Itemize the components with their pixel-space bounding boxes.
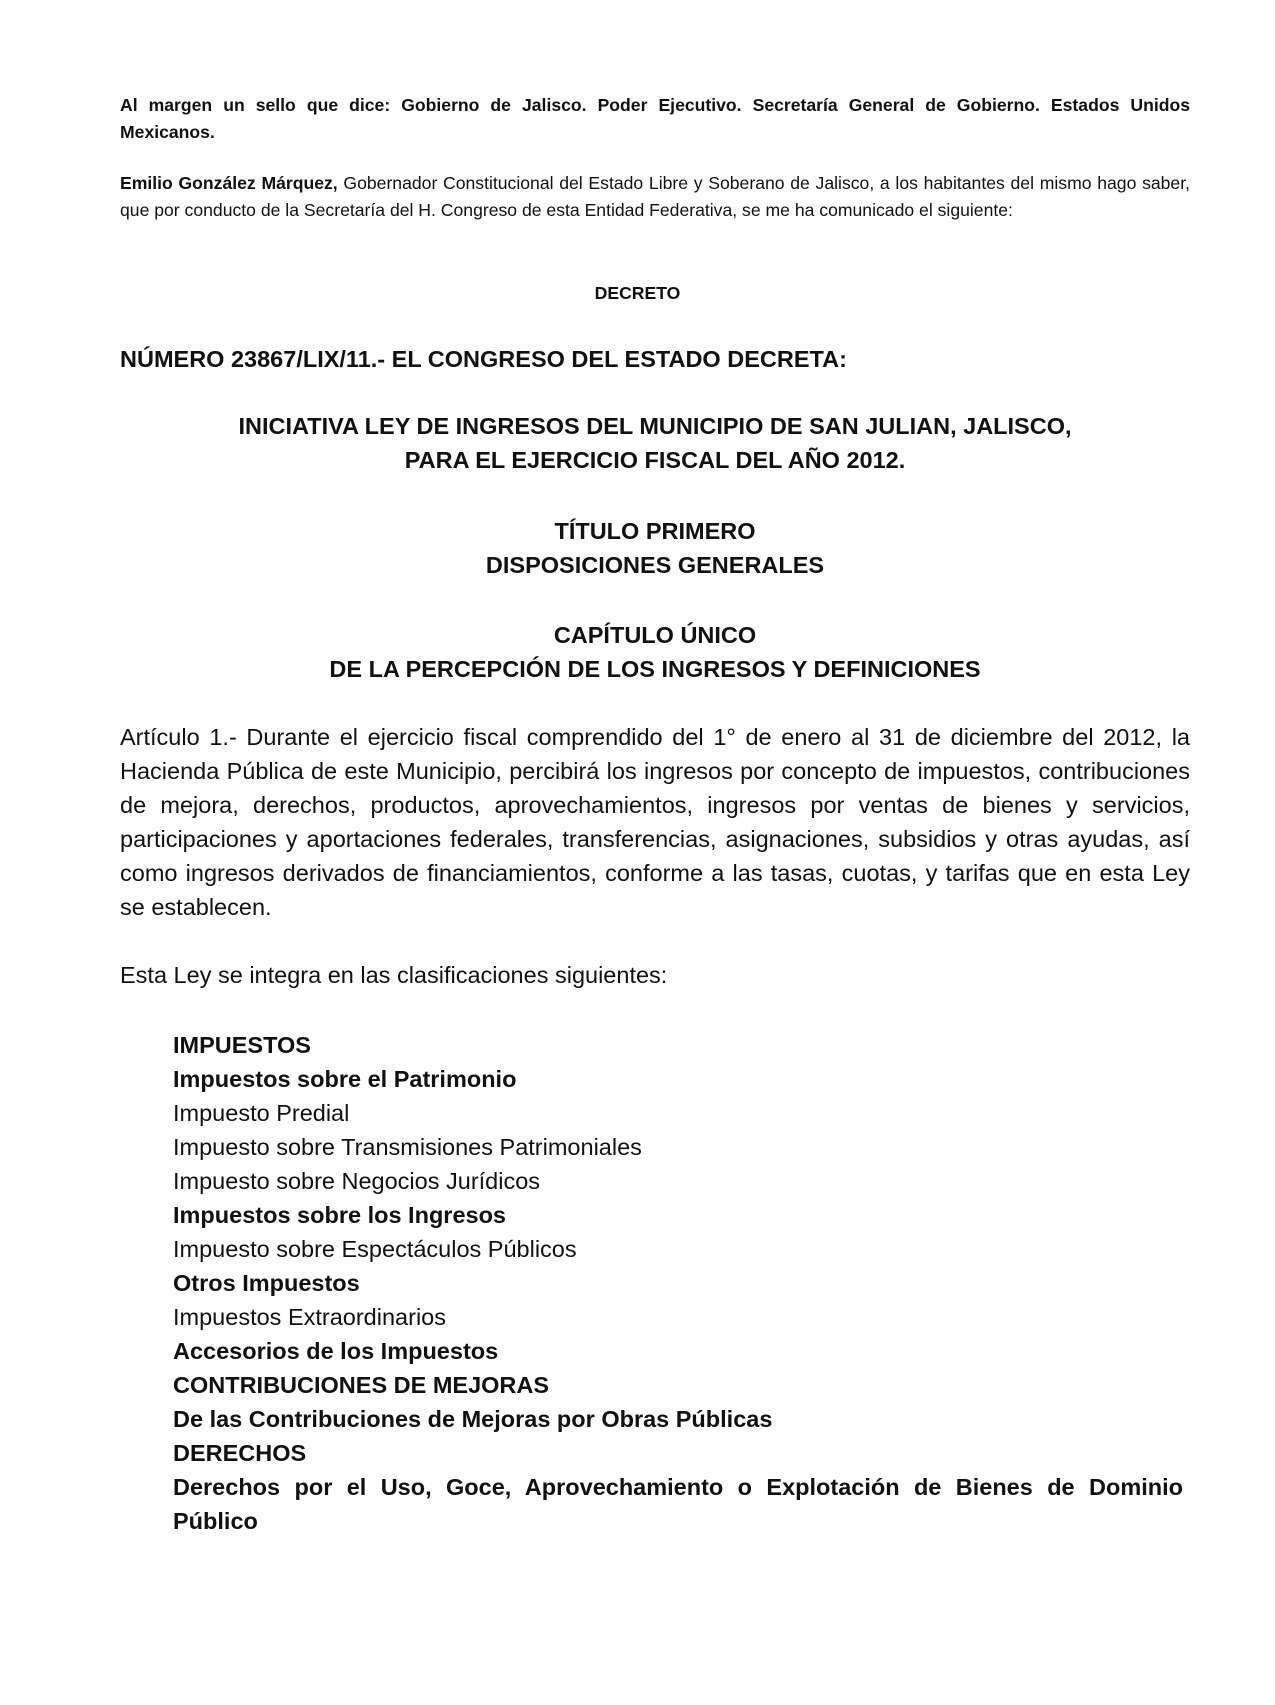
classification-item: IMPUESTOS — [173, 1032, 311, 1058]
governor-intro — [120, 170, 1190, 224]
chapter-line-1: CAPÍTULO ÚNICO — [553, 622, 757, 648]
initiative-line-1: INICIATIVA LEY DE INGRESOS DEL MUNICIPIO DE SAN JULIAN, JALISCO, — [238, 413, 1072, 439]
classification-item: Otros Impuestos — [173, 1270, 360, 1296]
title-heading — [120, 514, 1190, 582]
classification-item: Impuestos sobre el Patrimonio — [173, 1066, 517, 1092]
classification-item: DERECHOS — [173, 1440, 307, 1466]
classification-item: Impuesto Predial — [173, 1100, 350, 1126]
classification-item: Impuestos sobre los Ingresos — [173, 1202, 507, 1228]
classification-item: Impuesto sobre Negocios Jurídicos — [173, 1168, 541, 1194]
initiative-title — [120, 409, 1190, 477]
chapter-heading — [120, 618, 1190, 686]
governor-name: Emilio González Márquez, — [120, 173, 338, 193]
chapter-line-2: DE LA PERCEPCIÓN DE LOS INGRESOS Y DEFINICIONES — [329, 656, 981, 682]
initiative-line-2: PARA EL EJERCICIO FISCAL DEL AÑO 2012. — [404, 447, 906, 473]
intro-text: Gobernador Constitucional del Estado Libre y Soberano de Jalisco, a los habitantes del mismo hago saber, que por conducto de la Secretaría del H. Congreso de esta Entidad Federativa, se me ha comunicado el siguiente: — [120, 173, 1190, 220]
seal-notice: Al margen un sello que dice: Gobierno de Jalisco. Poder Ejecutivo. Secretaría General de Gobierno. Estados Unidos Mexicanos. — [120, 95, 1190, 142]
classifications-list — [173, 1028, 1183, 1538]
classification-item: CONTRIBUCIONES DE MEJORAS — [173, 1372, 550, 1398]
title-line-1: TÍTULO PRIMERO — [554, 518, 756, 544]
classification-item: Impuesto sobre Transmisiones Patrimoniales — [173, 1134, 642, 1160]
classification-item: Derechos por el Uso, Goce, Aprovechamiento o Explotación de Bienes de Dominio Público — [173, 1474, 1183, 1534]
classification-item: Accesorios de los Impuestos — [173, 1338, 499, 1364]
article-1-paragraph: Artículo 1.- Durante el ejercicio fiscal comprendido del 1° de enero al 31 de diciembre del 2012, la Hacienda Pública de este Municipio, percibirá los ingresos por concepto de impuestos, contribuciones de mejora, derechos, productos, aprovechamientos, ingresos por ventas de bienes y servicios, participaciones y aportaciones federales, transferencias, asignaciones, subsidios y otras ayudas, así como ingresos derivados de financiamientos, conforme a las tasas, cuotas, y tarifas que en esta Ley se establecen. — [120, 724, 1190, 920]
decree-number: NÚMERO 23867/LIX/11.- EL CONGRESO DEL ESTADO DECRETA: — [120, 346, 847, 372]
classifications-intro: Esta Ley se integra en las clasificaciones siguientes: — [120, 962, 668, 988]
classification-item: Impuesto sobre Espectáculos Públicos — [173, 1236, 577, 1262]
classification-item: De las Contribuciones de Mejoras por Obras Públicas — [173, 1406, 773, 1432]
decreto-heading: DECRETO — [594, 283, 681, 303]
classification-item: Impuestos Extraordinarios — [173, 1304, 446, 1330]
title-line-2: DISPOSICIONES GENERALES — [485, 552, 825, 578]
